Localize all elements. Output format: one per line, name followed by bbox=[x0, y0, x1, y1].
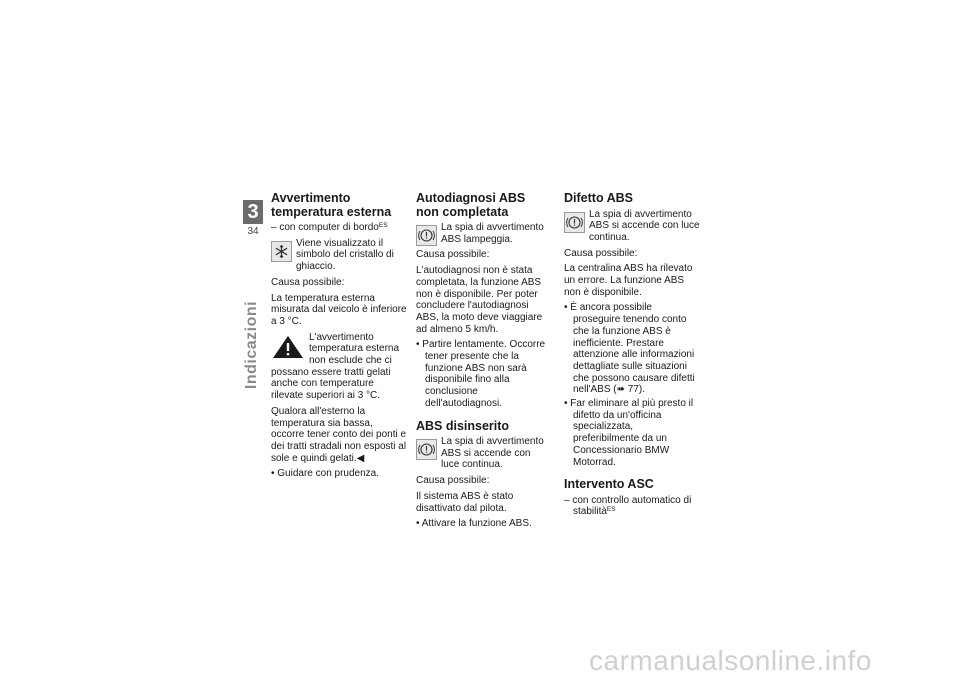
icon-description: La spia di avvertimento ABS lampeggia. bbox=[441, 222, 544, 245]
snowflake-icon bbox=[271, 241, 292, 262]
equipment-note: – con computer di bordo$^{ES}$ bbox=[271, 222, 388, 233]
page-reference: (➠ 77). bbox=[613, 384, 645, 396]
warning-triangle-icon bbox=[271, 334, 305, 360]
end-mark: ◀ bbox=[356, 452, 365, 464]
list-item: • Far eliminare al più presto il difetto da un'officina specializzata, preferibilmente da un Concessionario BMW Motorrad. bbox=[564, 398, 694, 468]
column-abs-self-diagnosis bbox=[416, 192, 550, 532]
cause-text: La temperatura esterna misurata dal veicolo è inferiore a 3 °C. bbox=[271, 292, 407, 327]
list-item: • È ancora possibile proseguire tenendo conto che la funzione ABS è inefficiente. Prestare attenzione alle informazioni dettagliate sulle situazioni che possono causare difetti nell'ABS (➠ 77). bbox=[564, 302, 695, 396]
cause-label: Causa possibile: bbox=[416, 475, 490, 487]
cause-text: L'autodiagnosi non è stata completata, la funzione ABS non è disponibile. Per poter concludere l'autodiagnosi ABS, la moto deve viaggiare ad almeno 5 km/h. bbox=[416, 265, 543, 335]
list-item: • Attivare la funzione ABS. bbox=[416, 518, 532, 530]
cause-text: Il sistema ABS è stato disattivato dal pilota. bbox=[416, 490, 514, 514]
cause-text: La centralina ABS ha rilevato un errore. La funzione ABS non è disponibile. bbox=[564, 263, 693, 298]
icon-description: Viene visualizzato il simbolo del cristallo di ghiaccio. bbox=[296, 237, 394, 273]
chapter-title: Indicazioni bbox=[243, 300, 260, 390]
page-number: 34 bbox=[247, 226, 259, 237]
warning-text: L'avvertimento temperatura esterna non esclude che ci possano essere tratti gelati anche con temperature rilevate superiori ai 3 °C. bbox=[271, 331, 400, 402]
list-item: • Partire lentamente. Occorre tener presente che la funzione ABS non sarà disponibile fino alla conclusione dell'autodiagnosi. bbox=[416, 339, 546, 409]
abs-warning-icon bbox=[416, 439, 437, 460]
watermark: carmanualsonline.info bbox=[589, 645, 872, 676]
icon-description: La spia di avvertimento ABS si accende con luce continua. bbox=[589, 208, 700, 243]
heading-abs-fault: Difetto ABS bbox=[564, 191, 633, 205]
heading-asc-intervention: Intervento ASC bbox=[564, 477, 654, 492]
abs-warning-icon bbox=[416, 225, 437, 246]
column-abs-fault bbox=[564, 192, 700, 522]
heading-outside-temp: Avvertimento temperatura esterna bbox=[271, 191, 392, 219]
warning-text-2: Qualora all'esterno la temperatura sia bassa, occorre tener conto dei ponti e dei tratti stradali non esposti al sole e quindi gelati.◀ bbox=[271, 405, 407, 464]
heading-abs-self-diagnosis: Autodiagnosi ABS non completata bbox=[416, 191, 526, 219]
cause-label: Causa possibile: bbox=[564, 247, 638, 259]
equipment-note: – con controllo automatico di stabilità$^{ES}$ bbox=[564, 494, 692, 518]
heading-abs-disabled: ABS disinserito bbox=[416, 418, 510, 433]
cause-label: Causa possibile: bbox=[416, 249, 490, 261]
chapter-number: 3 bbox=[243, 200, 263, 224]
icon-description: La spia di avvertimento ABS si accende con luce continua. bbox=[441, 436, 544, 471]
column-outside-temperature bbox=[271, 192, 407, 482]
abs-warning-icon bbox=[564, 212, 585, 233]
list-item: • Guidare con prudenza. bbox=[271, 468, 380, 480]
cause-label: Causa possibile: bbox=[271, 276, 345, 288]
